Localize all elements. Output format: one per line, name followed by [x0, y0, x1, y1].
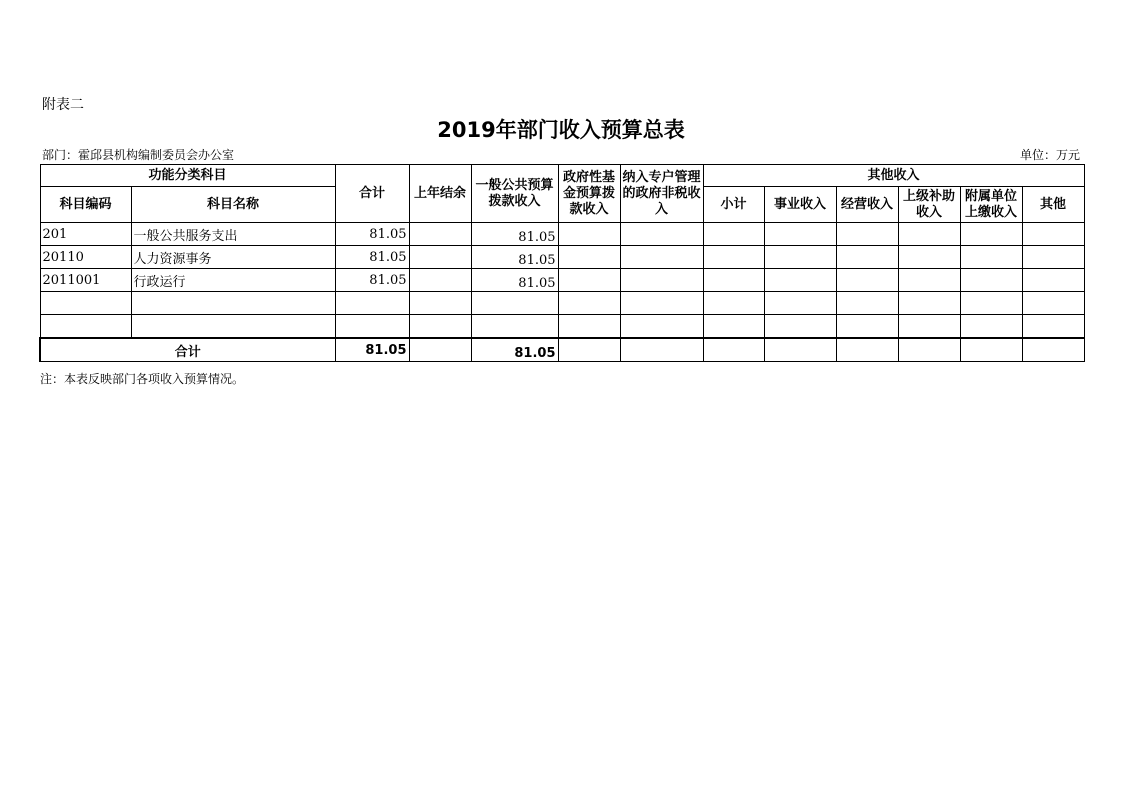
totals-total: 81.05: [335, 338, 409, 362]
row-subordinate: [960, 269, 1022, 292]
row-fund-budget: [558, 292, 620, 315]
row-general-budget: 81.05: [471, 246, 558, 269]
row-other: [1022, 292, 1084, 315]
row-operating: [836, 315, 898, 339]
row-subtotal: [703, 223, 764, 246]
row-general-budget: [471, 292, 558, 315]
row-superior-subsidy: [898, 223, 960, 246]
totals-label: 合计: [40, 338, 335, 362]
row-total: [335, 292, 409, 315]
totals-carryover: [409, 338, 471, 362]
row-name: 人力资源事务: [131, 246, 335, 269]
col-operating: 经营收入: [836, 187, 898, 223]
col-other-group: 其他收入: [703, 165, 1084, 187]
col-subordinate: 附属单位上缴收入: [960, 187, 1022, 223]
col-general-budget: 一般公共预算拨款收入: [471, 165, 558, 223]
totals-non-tax: [620, 338, 703, 362]
totals-subtotal: [703, 338, 764, 362]
row-superior-subsidy: [898, 292, 960, 315]
row-business: [764, 315, 836, 339]
row-carryover: [409, 223, 471, 246]
col-fund-budget: 政府性基金预算拨款收入: [558, 165, 620, 223]
row-name: 一般公共服务支出: [131, 223, 335, 246]
col-subtotal: 小计: [703, 187, 764, 223]
row-other: [1022, 246, 1084, 269]
appendix-label: 附表二: [42, 97, 84, 113]
table-row: [40, 223, 1084, 246]
page-title: 2019年部门收入预算总表: [437, 118, 685, 142]
row-name: [131, 315, 335, 339]
row-subtotal: [703, 246, 764, 269]
table-row: [40, 292, 1084, 315]
department-label: 部门：霍邱县机构编制委员会办公室: [42, 148, 235, 162]
row-subordinate: [960, 315, 1022, 339]
row-carryover: [409, 292, 471, 315]
row-non-tax: [620, 292, 703, 315]
row-other: [1022, 223, 1084, 246]
row-subtotal: [703, 269, 764, 292]
row-other: [1022, 269, 1084, 292]
col-non-tax: 纳入专户管理的政府非税收入: [620, 165, 703, 223]
row-business: [764, 246, 836, 269]
totals-subordinate: [960, 338, 1022, 362]
row-code: [40, 292, 131, 315]
col-business: 事业收入: [764, 187, 836, 223]
row-business: [764, 223, 836, 246]
row-code: 2011001: [40, 269, 131, 292]
row-non-tax: [620, 246, 703, 269]
col-superior-subsidy: 上级补助收入: [898, 187, 960, 223]
row-general-budget: 81.05: [471, 269, 558, 292]
footer-note: 注：本表反映部门各项收入预算情况。: [40, 372, 245, 386]
row-fund-budget: [558, 246, 620, 269]
row-general-budget: [471, 315, 558, 339]
table-row: [40, 315, 1084, 339]
row-general-budget: 81.05: [471, 223, 558, 246]
row-code: 201: [40, 223, 131, 246]
row-non-tax: [620, 315, 703, 339]
totals-fund-budget: [558, 338, 620, 362]
row-subordinate: [960, 223, 1022, 246]
row-other: [1022, 315, 1084, 339]
row-total: 81.05: [335, 269, 409, 292]
row-subtotal: [703, 315, 764, 339]
row-fund-budget: [558, 315, 620, 339]
row-subordinate: [960, 246, 1022, 269]
budget-table: [39, 164, 1085, 362]
row-total: 81.05: [335, 223, 409, 246]
col-code: 科目编码: [40, 187, 131, 223]
totals-superior-subsidy: [898, 338, 960, 362]
row-superior-subsidy: [898, 315, 960, 339]
row-non-tax: [620, 269, 703, 292]
row-non-tax: [620, 223, 703, 246]
row-code: 20110: [40, 246, 131, 269]
col-functional-group: 功能分类科目: [40, 165, 335, 187]
row-superior-subsidy: [898, 246, 960, 269]
row-superior-subsidy: [898, 269, 960, 292]
table-row: [40, 246, 1084, 269]
table-row: [40, 269, 1084, 292]
row-subordinate: [960, 292, 1022, 315]
unit-label: 单位：万元: [1019, 148, 1080, 162]
row-operating: [836, 269, 898, 292]
row-carryover: [409, 269, 471, 292]
row-carryover: [409, 315, 471, 339]
header-row-1: [40, 165, 1084, 187]
row-name: 行政运行: [131, 269, 335, 292]
col-other: 其他: [1022, 187, 1084, 223]
row-fund-budget: [558, 223, 620, 246]
row-fund-budget: [558, 269, 620, 292]
row-name: [131, 292, 335, 315]
row-subtotal: [703, 292, 764, 315]
totals-row: [40, 338, 1084, 362]
row-total: 81.05: [335, 246, 409, 269]
row-operating: [836, 246, 898, 269]
totals-operating: [836, 338, 898, 362]
row-business: [764, 269, 836, 292]
col-total: 合计: [335, 165, 409, 223]
row-total: [335, 315, 409, 339]
row-code: [40, 315, 131, 339]
col-name: 科目名称: [131, 187, 335, 223]
row-operating: [836, 292, 898, 315]
totals-general-budget: 81.05: [471, 338, 558, 362]
row-carryover: [409, 246, 471, 269]
totals-other: [1022, 338, 1084, 362]
row-business: [764, 292, 836, 315]
row-operating: [836, 223, 898, 246]
col-carryover: 上年结余: [409, 165, 471, 223]
totals-business: [764, 338, 836, 362]
